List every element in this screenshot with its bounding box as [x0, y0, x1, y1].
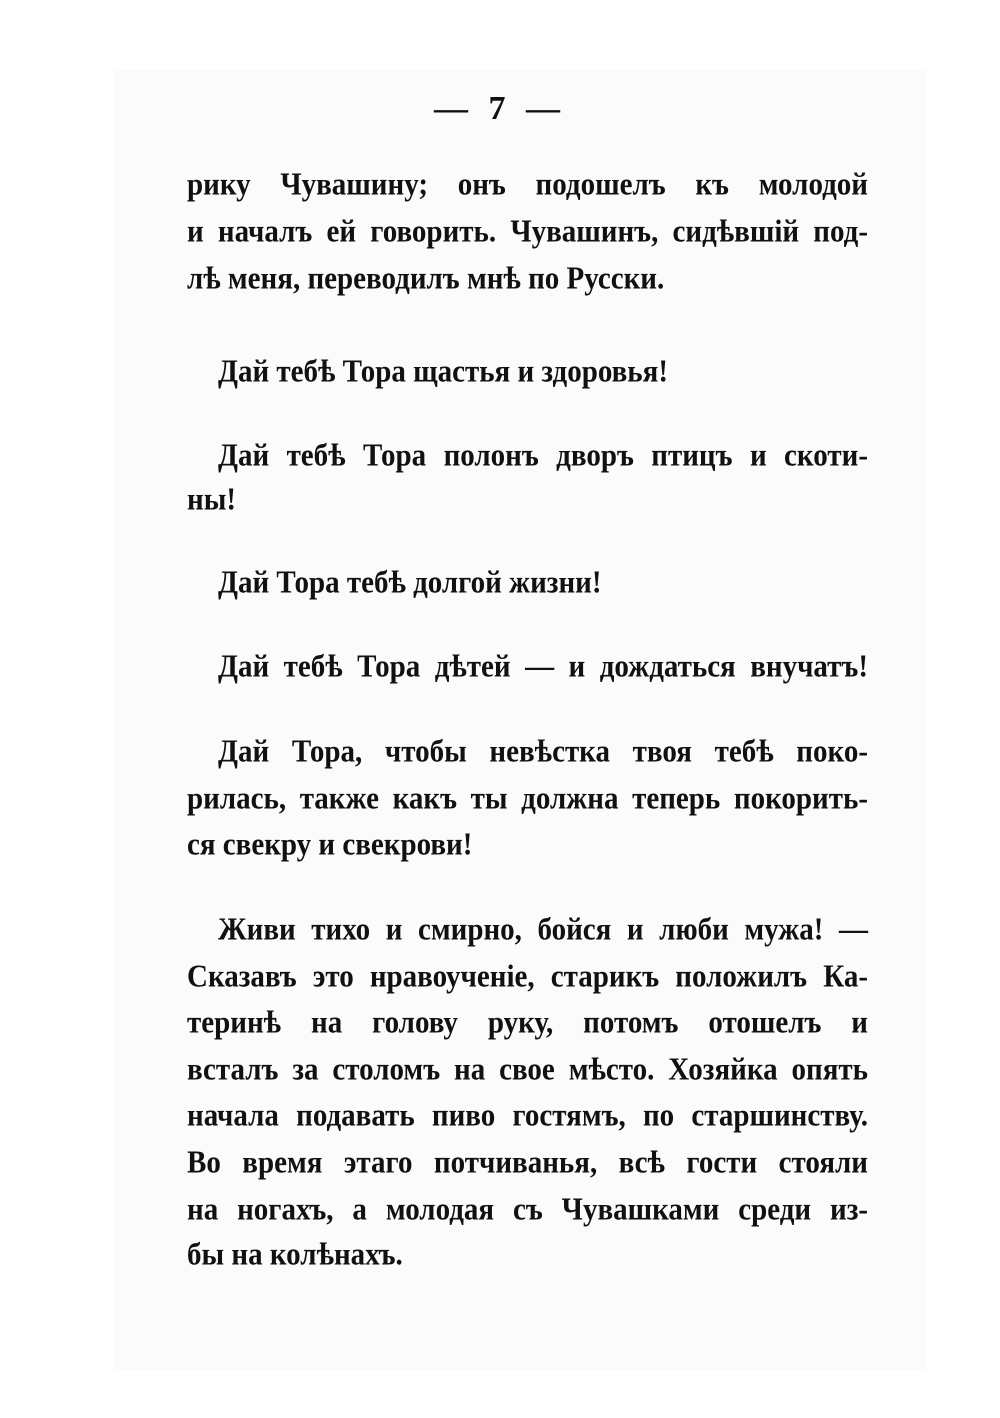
text-line: бы на колѣнахъ. [187, 1237, 403, 1273]
text-line: Дай Тора тебѣ долгой жизни! [218, 565, 602, 601]
text-line: Дай тебѣ Тора дѣтей — и дождаться внучатъ! [218, 649, 868, 685]
text-line: всталъ за столомъ на свое мѣсто. Хозяйка опять [187, 1052, 868, 1088]
text-line: рику Чувашину; онъ подошелъ къ молодой [187, 167, 868, 203]
text-line: Во время этаго потчиванья, всѣ гости стояли [187, 1145, 868, 1181]
text-line: лѣ меня, переводилъ мнѣ по Русски. [187, 261, 665, 297]
text-line: и началъ ей говорить. Чувашинъ, сидѣвшій под- [187, 214, 868, 250]
page-number: — 7 — [434, 90, 566, 127]
text-line: теринѣ на голову руку, потомъ отошелъ и [187, 1005, 868, 1041]
text-line: ны! [187, 482, 237, 518]
text-line: Живи тихо и смирно, бойся и люби мужа! — [218, 912, 868, 948]
text-line: ся свекру и свекрови! [187, 827, 473, 863]
text-line: Дай тебѣ Тора полонъ дворъ птицъ и скоти- [218, 438, 868, 474]
text-line: начала подавать пиво гостямъ, по старшинству. [187, 1098, 868, 1134]
text-line: на ногахъ, а молодая съ Чувашками среди из- [187, 1192, 868, 1228]
text-line: Дай тебѣ Тора щастья и здоровья! [218, 354, 668, 390]
text-line: Дай Тора, чтобы невѣстка твоя тебѣ поко- [218, 734, 868, 770]
text-line: Сказавъ это нравоученіе, старикъ положилъ Ка- [187, 959, 868, 995]
text-line: рилась, также какъ ты должна теперь покорить- [187, 781, 868, 817]
